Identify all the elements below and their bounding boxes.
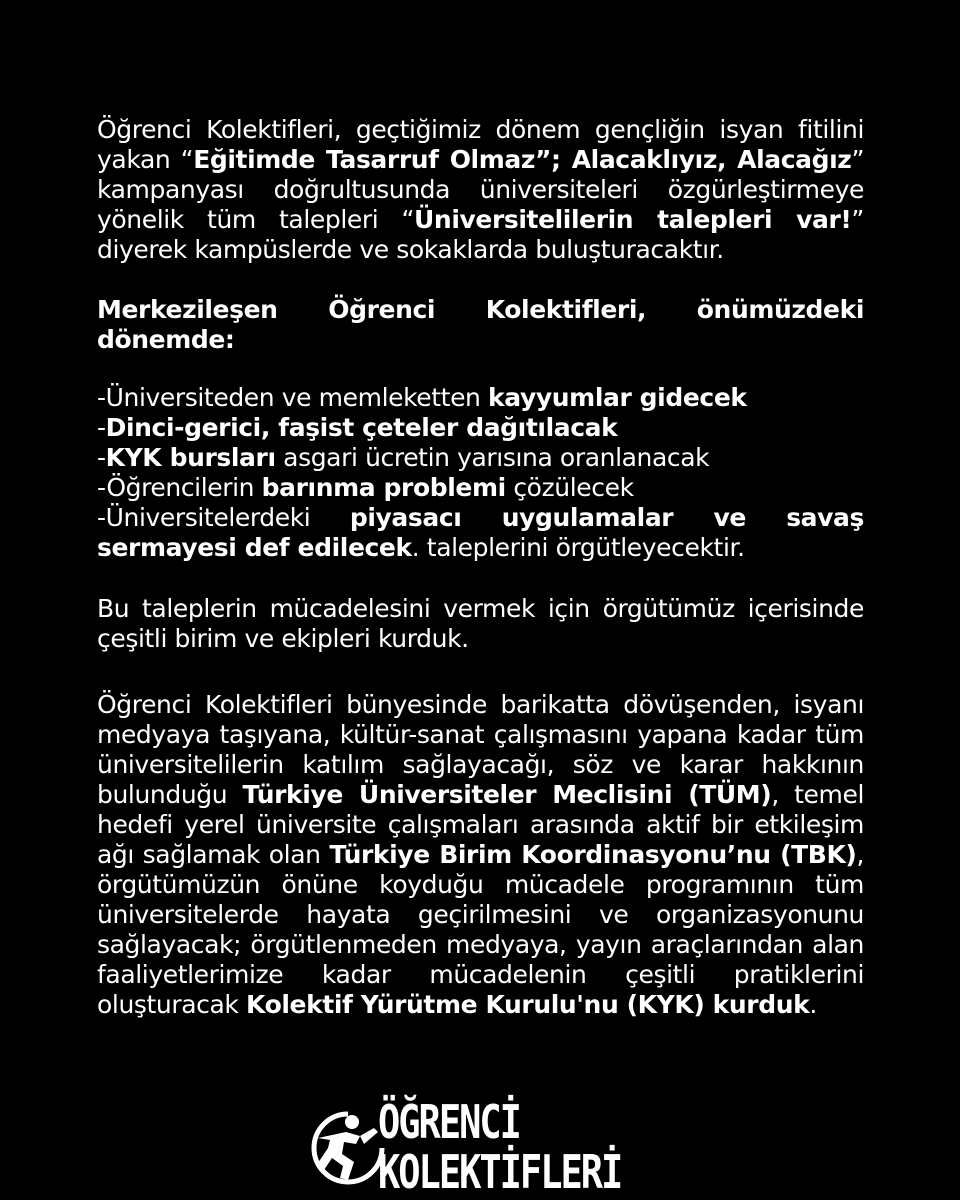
bold-text-run: Merkezileşen Öğrenci Kolektifleri, önümüzdeki dönemde:	[97, 295, 864, 354]
demand-item	[97, 443, 864, 473]
text-run: Öğrenci Kolektifleri bünyesinde barikatta dövüşenden, isyanı medyaya taşıyana, kültür-sanat çalışmasını yapana kadar tüm üniversitelilerin katılım sağlayacağı, söz ve karar hakkının bulunduğu	[97, 690, 864, 809]
ogrenci-kolektifleri-logo	[308, 1095, 656, 1200]
text-run: , örgütümüzün önüne koyduğu mücadele programının tüm üniversitelerde hayata geçirilmesini ve organizasyonunu sağlayacak; örgütlenmeden medyaya, yayın araçlarından alan faaliyetlerimize kadar mücadelenin çeşitli pratiklerini oluşturacak	[97, 840, 865, 1019]
demands-list	[97, 383, 864, 563]
bold-text-run: piyasacı uygulamalar ve savaş sermayesi def edilecek	[97, 503, 865, 562]
centralization-heading	[97, 295, 864, 355]
units-paragraph	[97, 594, 864, 654]
text-run: , temel hedefi yerel üniversite çalışmaları arasında aktif bir etkileşim ağı sağlamak olan	[97, 780, 864, 869]
demand-item	[97, 473, 864, 503]
bold-text-run: KYK bursları	[105, 443, 276, 472]
text-run: Bu taleplerin mücadelesini vermek için örgütümüz içerisinde çeşitli birim ve ekipleri kurduk.	[97, 594, 864, 653]
text-run: ” kampanyası doğrultusunda üniversiteleri özgürleştirmeye yönelik tüm talepleri “	[97, 145, 864, 234]
bold-text-run: Üniversitelilerin talepleri var!	[414, 205, 852, 234]
demand-item	[97, 383, 864, 413]
bold-text-run: barınma problemi	[261, 473, 506, 502]
fighter-circle-icon	[308, 1108, 388, 1188]
text-run: Öğrenci Kolektifleri, geçtiğimiz dönem gençliğin isyan fitilini yakan “	[97, 115, 864, 174]
text-run: -Üniversitelerdeki	[97, 503, 350, 532]
logo-wordmark: ÖĞRENCİ KOLEKTİFLERİ	[378, 1095, 622, 1200]
intro-paragraph	[97, 115, 864, 265]
text-run: -Üniversiteden ve memleketten	[97, 383, 489, 412]
bold-text-run: Kolektif Yürütme Kurulu'nu (KYK) kurduk	[246, 990, 810, 1019]
bold-text-run: Türkiye Üniversiteler Meclisini (TÜM)	[242, 780, 772, 809]
bold-text-run: Dinci-gerici, faşist çeteler dağıtılacak	[105, 413, 618, 442]
statement-text	[97, 115, 864, 1020]
bold-text-run: Eğitimde Tasarruf Olmaz”; Alacaklıyız, Alacağız	[193, 145, 852, 174]
demand-item	[97, 413, 864, 443]
text-run: asgari ücretin yarısına oranlanacak	[275, 443, 710, 472]
demand-item	[97, 503, 864, 563]
organization-paragraph	[97, 690, 864, 1020]
text-run: ” diyerek kampüslerde ve sokaklarda buluşturacaktır.	[97, 205, 864, 264]
text-run: . taleplerini örgütleyecektir.	[411, 533, 745, 562]
bold-text-run: kayyumlar gidecek	[488, 383, 747, 412]
text-run: .	[809, 990, 817, 1019]
text-run: -Öğrencilerin	[97, 473, 262, 502]
text-run: çözülecek	[505, 473, 634, 502]
text-run: -	[97, 413, 106, 442]
bold-text-run: Türkiye Birim Koordinasyonu’nu (TBK)	[329, 840, 857, 869]
text-run: -	[97, 443, 106, 472]
